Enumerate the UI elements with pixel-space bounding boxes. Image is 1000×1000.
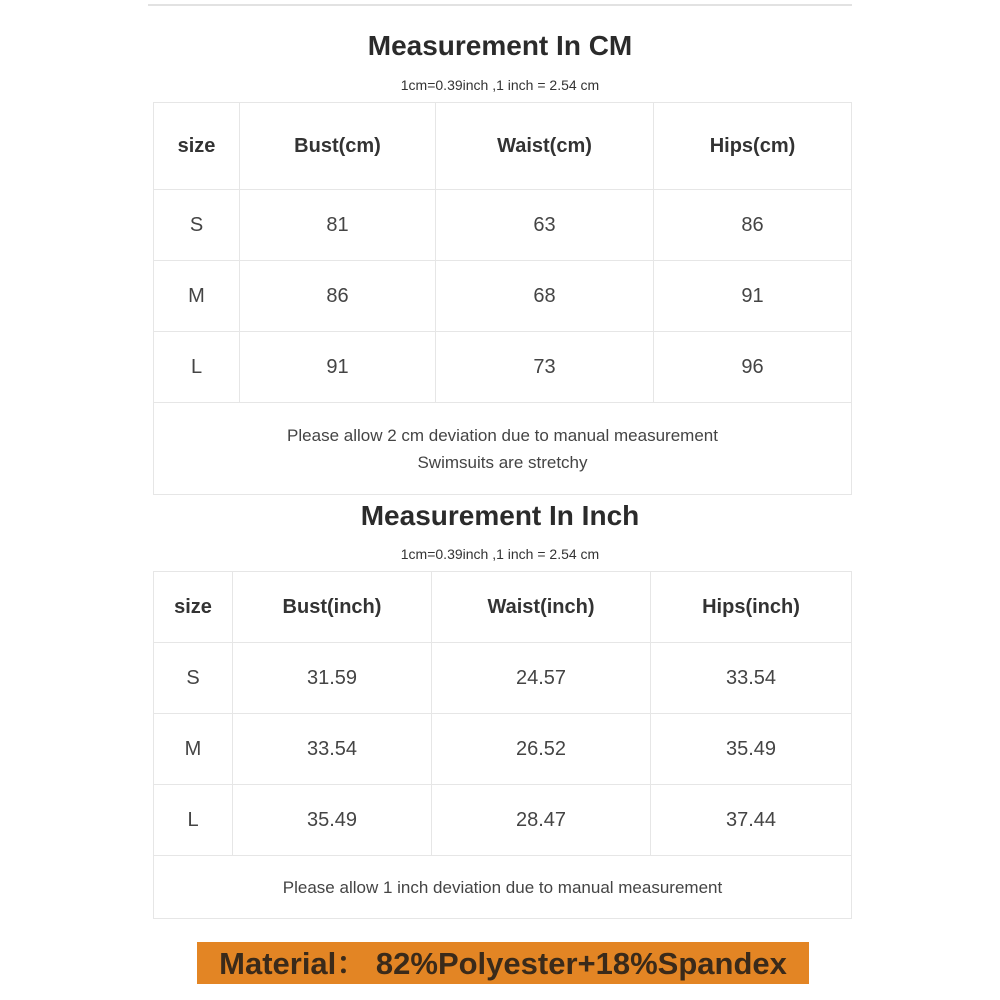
size-cell: M [154,261,240,332]
header-cell: Bust(inch) [233,572,432,643]
header-cell: Hips(inch) [651,572,852,643]
bust-cell: 35.49 [233,785,432,856]
hips-cell: 96 [654,332,852,403]
deviation-note: Please allow 2 cm deviation due to manual measurement [287,425,718,445]
table-row [154,332,852,403]
table-row [154,643,852,714]
waist-cell: 68 [436,261,654,332]
hips-cell: 37.44 [651,785,852,856]
cm-size-table [153,102,852,495]
table-row [154,714,852,785]
table-header-row [154,572,852,643]
size-cell: L [154,332,240,403]
note-cell [154,856,852,919]
bust-cell: 81 [240,190,436,261]
table-row [154,261,852,332]
waist-cell: 63 [436,190,654,261]
table-row [154,190,852,261]
waist-cell: 26.52 [432,714,651,785]
header-cell: size [154,103,240,190]
waist-cell: 73 [436,332,654,403]
bust-cell: 86 [240,261,436,332]
table-row [154,785,852,856]
table-note-row [154,403,852,495]
note-cell [154,403,852,495]
stretch-note: Swimsuits are stretchy [417,452,588,472]
size-cell: S [154,190,240,261]
header-cell: Hips(cm) [654,103,852,190]
size-cell: S [154,643,233,714]
bust-cell: 91 [240,332,436,403]
inch-size-table [153,571,852,919]
inch-subtitle: 1cm=0.39inch ,1 inch = 2.54 cm [400,546,600,562]
hips-cell: 91 [654,261,852,332]
header-cell: Waist(inch) [432,572,651,643]
table-header-row [154,103,852,190]
hips-cell: 86 [654,190,852,261]
material-banner: Material： 82%Polyester+18%Spandex [197,942,809,984]
hips-cell: 33.54 [651,643,852,714]
cm-subtitle: 1cm=0.39inch ,1 inch = 2.54 cm [400,77,600,93]
waist-cell: 24.57 [432,643,651,714]
inch-title: Measurement In Inch [360,500,640,531]
size-cell: L [154,785,233,856]
table-note-row [154,856,852,919]
deviation-note: Please allow 1 inch deviation due to manual measurement [282,877,723,897]
bust-cell: 31.59 [233,643,432,714]
size-cell: M [154,714,233,785]
header-cell: Bust(cm) [240,103,436,190]
header-cell: size [154,572,233,643]
hips-cell: 35.49 [651,714,852,785]
header-cell: Waist(cm) [436,103,654,190]
top-divider [148,4,852,6]
cm-title: Measurement In CM [367,30,633,61]
bust-cell: 33.54 [233,714,432,785]
waist-cell: 28.47 [432,785,651,856]
